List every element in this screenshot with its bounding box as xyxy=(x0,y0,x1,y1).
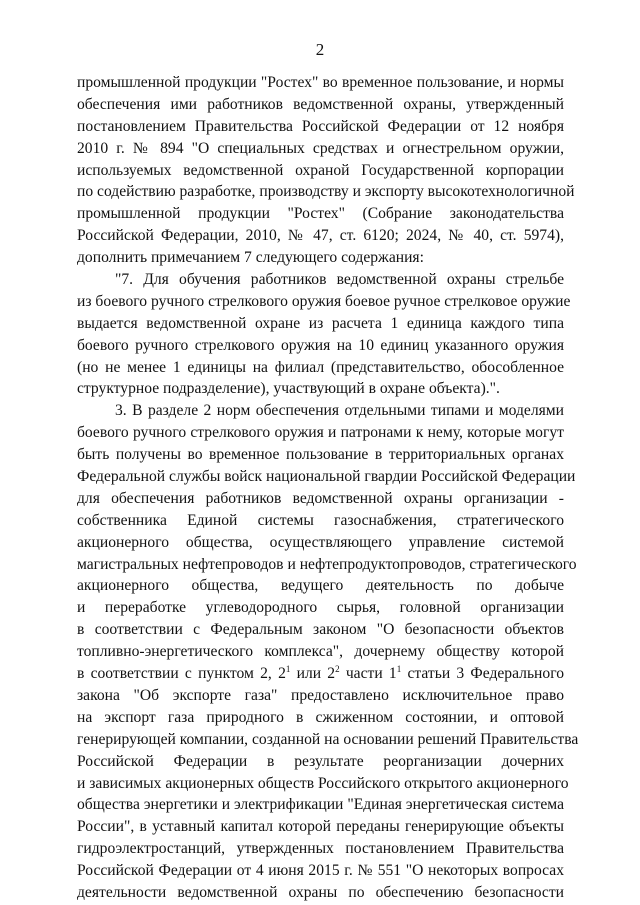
text-line: на экспорт газа природного в сжиженном состоянии, и оптовой xyxy=(77,708,564,726)
text-line: обеспечения ими работников ведомственной охраны, утвержденный xyxy=(77,95,564,113)
text-line: в соответствии с Федеральным законом "О безопасности объектов xyxy=(77,621,564,639)
text-line: 3. В разделе 2 норм обеспечения отдельными типами и моделями xyxy=(115,402,564,420)
text-line: Федеральной службы войск национальной гвардии Российской Федерации xyxy=(77,468,576,486)
paragraph-note-7 xyxy=(77,269,571,400)
text-line: постановлением Правительства Российской Федерации от 12 ноября xyxy=(77,117,564,135)
text-line: "7. Для обучения работников ведомственной охраны стрельбе xyxy=(115,271,564,289)
text-line: акционерного общества, ведущего деятельность по добыче xyxy=(77,577,564,595)
text-line: общества энергетики и электрификации "Единая энергетическая система xyxy=(77,796,564,814)
text-line: выдается ведомственной охране из расчета 1 единица каждого типа xyxy=(77,314,564,332)
text-line: собственника Единой системы газоснабжения, стратегического xyxy=(77,511,564,529)
text-line: используемых ведомственной охраной Государственной корпорации xyxy=(77,161,564,179)
text-line: акционерного общества, осуществляющего управление системой xyxy=(77,533,564,551)
text-line: боевого ручного стрелкового оружия и патронами к нему, которые могут xyxy=(77,424,564,442)
text-line: структурное подразделение), участвующий в охране объекта).". xyxy=(77,380,500,398)
text-line: по содействию разработке, производству и экспорту высокотехнологичной xyxy=(77,183,575,201)
text-line: промышленной продукции "Ростех" во временное пользование, и нормы xyxy=(77,74,564,91)
text-line: быть получены во временное пользование в территориальных органах xyxy=(77,446,564,464)
document-body xyxy=(77,72,579,904)
text-line: промышленной продукции "Ростех" (Собрание законодательства xyxy=(77,205,564,223)
page-number: 2 xyxy=(315,40,325,59)
text-line: и зависимых акционерных обществ Российского открытого акционерного xyxy=(77,774,569,792)
paragraph-amendment-intro xyxy=(77,72,575,269)
text-line: 2010 г. № 894 "О специальных средствах и огнестрельном оружии, xyxy=(77,139,564,157)
text-line: топливно-энергетического комплекса", дочернему обществу которой xyxy=(77,643,564,661)
text-line: деятельности ведомственной охраны по обеспечению безопасности xyxy=(77,883,564,901)
text-line: Российской Федерации в результате реорганизации дочерних xyxy=(77,752,564,770)
text-line: России", в уставный капитал которой переданы генерирующие объекты xyxy=(77,818,564,836)
text-line: для обеспечения работников ведомственной охраны организации - xyxy=(77,489,564,507)
text-line: дополнить примечанием 7 следующего содержания: xyxy=(77,249,424,267)
text-line: боевого ручного стрелкового оружия на 10 единиц указанного оружия xyxy=(77,336,564,354)
text-line: Российской Федерации от 4 июня 2015 г. № 551 "О некоторых вопросах xyxy=(77,862,564,880)
text-line: закона "Об экспорте газа" предоставлено исключительное право xyxy=(77,686,564,704)
text-line: магистральных нефтепроводов и нефтепродуктопроводов, стратегического xyxy=(77,555,577,573)
text-line: из боевого ручного стрелкового оружия боевое ручное стрелковое оружие xyxy=(77,292,571,310)
text-line: генерирующей компании, созданной на основании решений Правительства xyxy=(77,730,579,748)
text-line: (но не менее 1 единицы на филиал (представительство, обособленное xyxy=(77,358,564,376)
text-line: и переработке углеводородного сырья, головной организации xyxy=(77,599,564,617)
paragraph-section-3 xyxy=(77,400,579,903)
text-line: Российской Федерации, 2010, № 47, ст. 6120; 2024, № 40, ст. 5974), xyxy=(77,227,564,245)
text-line: в соответствии с пунктом 2, $2^1$ или $2^2$ части $1^1$ статьи 3 Федерального xyxy=(77,664,564,683)
text-line: гидроэлектростанций, утвержденных постановлением Правительства xyxy=(77,840,564,858)
